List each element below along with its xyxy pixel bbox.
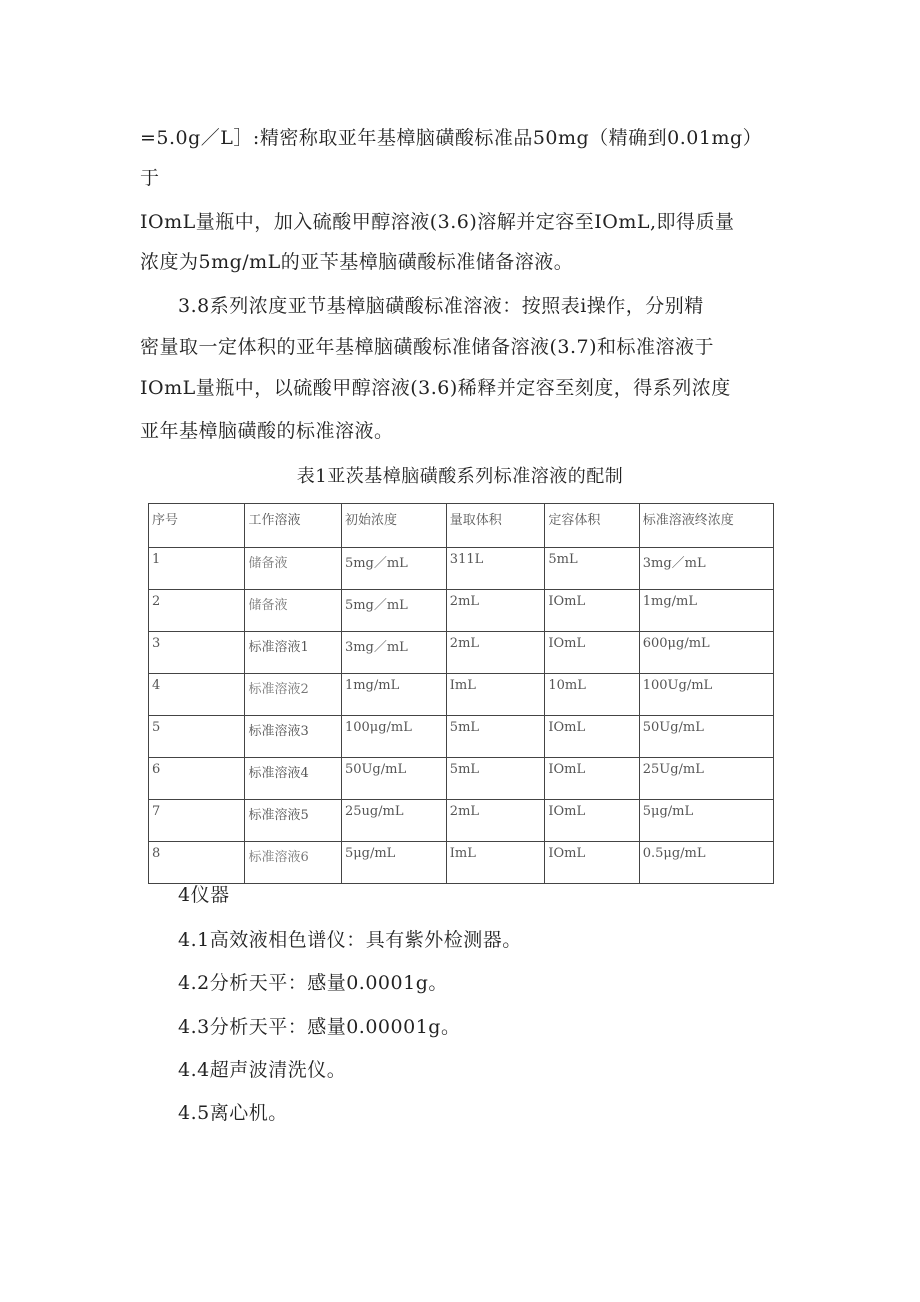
table-cell: IOmL [545, 800, 639, 842]
table-cell: 储备液 [245, 590, 341, 632]
table-row [149, 758, 774, 800]
paragraph-line: IOmL量瓶中，以硫酸甲醇溶液(3.6)稀释并定容至刻度，得系列浓度 [140, 377, 731, 399]
table-cell: 2 [149, 590, 245, 632]
table-cell: 1 [149, 548, 245, 590]
table-cell: 2mL [446, 800, 545, 842]
table-cell: 5μg/mL [639, 800, 773, 842]
table-cell: 5 [149, 716, 245, 758]
table-cell: 3mg／mL [639, 548, 773, 590]
table-cell: 3mg／mL [341, 632, 446, 674]
table-cell: 0.5μg/mL [639, 842, 773, 884]
table-cell: 10mL [545, 674, 639, 716]
header-cell: 标准溶液终浓度 [639, 504, 773, 548]
table-cell: 5mL [446, 758, 545, 800]
table-cell: 5μg/mL [341, 842, 446, 884]
table-cell: 1mg/mL [341, 674, 446, 716]
table-cell: IOmL [545, 758, 639, 800]
table-cell: 600μg/mL [639, 632, 773, 674]
table-row [149, 632, 774, 674]
table-cell: 5mg／mL [341, 590, 446, 632]
table-cell: ImL [446, 842, 545, 884]
header-cell: 序号 [149, 504, 245, 548]
table-cell: 2mL [446, 632, 545, 674]
section-heading: 4仪器 [178, 884, 230, 906]
table-cell: 储备液 [245, 548, 341, 590]
table-cell: 标准溶液4 [245, 758, 341, 800]
header-cell: 工作溶液 [245, 504, 341, 548]
table-cell: 3 [149, 632, 245, 674]
paragraph-line: =5.0g／L］:精密称取亚年基樟脑磺酸标准品50mg（精确到0.01mg） [140, 127, 763, 149]
table-cell: 100Ug/mL [639, 674, 773, 716]
table-row [149, 800, 774, 842]
instrument-item: 4.1高效液相色谱仪：具有紫外检测器。 [178, 929, 522, 951]
header-cell: 初始浓度 [341, 504, 446, 548]
table-row [149, 590, 774, 632]
table-cell: 7 [149, 800, 245, 842]
table-cell: 标准溶液1 [245, 632, 341, 674]
instrument-item: 4.3分析天平：感量0.00001g。 [178, 1016, 461, 1038]
table-header-row [149, 504, 774, 548]
table-cell: 5mL [545, 548, 639, 590]
table-row [149, 842, 774, 884]
paragraph-line: 浓度为5mg/mL的亚苄基樟脑磺酸标准储备溶液。 [140, 251, 574, 273]
paragraph-line: 3.8系列浓度亚节基樟脑磺酸标准溶液：按照表i操作，分别精 [178, 295, 704, 317]
table-cell: 标准溶液3 [245, 716, 341, 758]
table-cell: 6 [149, 758, 245, 800]
table-cell: 8 [149, 842, 245, 884]
table-cell: IOmL [545, 842, 639, 884]
table-cell: 标准溶液5 [245, 800, 341, 842]
table-cell: 25ug/mL [341, 800, 446, 842]
table-cell: ImL [446, 674, 545, 716]
table-cell: 50Ug/mL [639, 716, 773, 758]
table-row [149, 548, 774, 590]
paragraph-line: 于 [140, 167, 160, 189]
table-cell: 100μg/mL [341, 716, 446, 758]
paragraph-line: IOmL量瓶中，加入硫酸甲醇溶液(3.6)溶解并定容至IOmL,即得质量 [140, 211, 735, 233]
table-cell: 4 [149, 674, 245, 716]
paragraph-line: 亚年基樟脑磺酸的标准溶液。 [140, 420, 394, 442]
paragraph-line: 密量取一定体积的亚年基樟脑磺酸标准储备溶液(3.7)和标准溶液于 [140, 336, 715, 358]
table-cell: IOmL [545, 590, 639, 632]
table-cell: 标准溶液2 [245, 674, 341, 716]
table-row [149, 674, 774, 716]
instrument-item: 4.5离心机。 [178, 1102, 288, 1124]
table-row [149, 716, 774, 758]
table-cell: 1mg/mL [639, 590, 773, 632]
table-cell: 标准溶液6 [245, 842, 341, 884]
table-cell: IOmL [545, 716, 639, 758]
header-cell: 量取体积 [446, 504, 545, 548]
table-cell: 5mL [446, 716, 545, 758]
header-cell: 定容体积 [545, 504, 639, 548]
table-caption: 表1亚茨基樟脑磺酸系列标准溶液的配制 [296, 466, 624, 487]
instrument-item: 4.2分析天平：感量0.0001g。 [178, 972, 448, 994]
standard-solution-table [148, 503, 774, 884]
table-cell: 5mg／mL [341, 548, 446, 590]
table-cell: 311L [446, 548, 545, 590]
table-cell: 50Ug/mL [341, 758, 446, 800]
table-cell: 25Ug/mL [639, 758, 773, 800]
table-cell: 2mL [446, 590, 545, 632]
table-cell: IOmL [545, 632, 639, 674]
instrument-item: 4.4超声波清洗仪。 [178, 1059, 347, 1081]
